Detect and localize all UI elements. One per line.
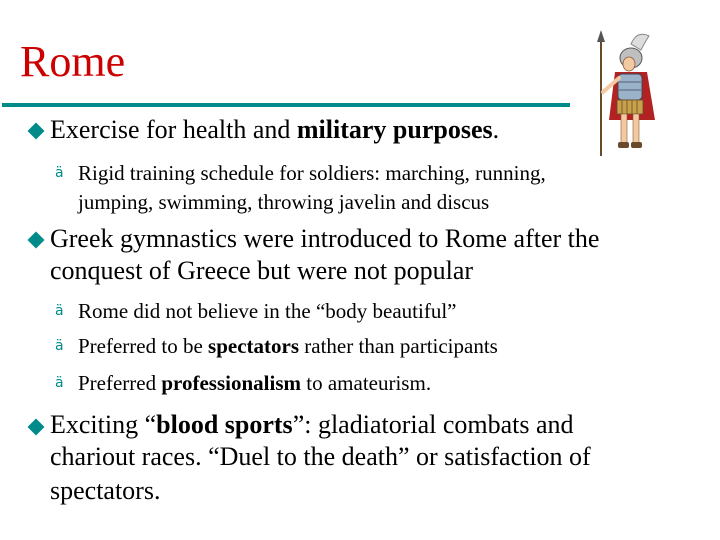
sub-bullet-marker: ä [55,165,64,181]
title-underline [2,103,570,107]
sub-bullet-marker: ä [55,303,64,319]
bullet-2-line-1: Greek gymnastics were introduced to Rome after the [50,224,600,253]
bullet-2-sub-3: Preferred professionalism to amateurism. [78,371,432,395]
bullet-1-sub-1-line-1: Rigid training schedule for soldiers: marching, running, [78,161,546,185]
sub-bullet-marker: ä [55,375,64,391]
main-bullet-marker [28,232,45,249]
bullet-2-line-2: conquest of Greece but were not popular [50,256,474,285]
main-bullet-marker [28,419,45,436]
roman-soldier-icon [585,28,665,160]
bullet-1-sub-1-line-2: jumping, swimming, throwing javelin and discus [78,190,490,214]
bullet-3-line-3: spectators. [50,476,161,505]
sub-bullet-marker: ä [55,338,64,354]
bullet-1-text: Exercise for health and military purposes. [50,115,500,144]
bullet-2-sub-1: Rome did not believe in the “body beautiful” [78,299,457,323]
bullet-3-line-1: Exciting “blood sports”: gladiatorial combats and [50,410,574,439]
main-bullet-marker [28,123,45,140]
slide-title: Rome [20,37,126,86]
bullet-2-sub-2: Preferred to be spectators rather than participants [78,334,498,358]
bullet-3-line-2: chariout races. “Duel to the death” or satisfaction of [50,442,591,471]
